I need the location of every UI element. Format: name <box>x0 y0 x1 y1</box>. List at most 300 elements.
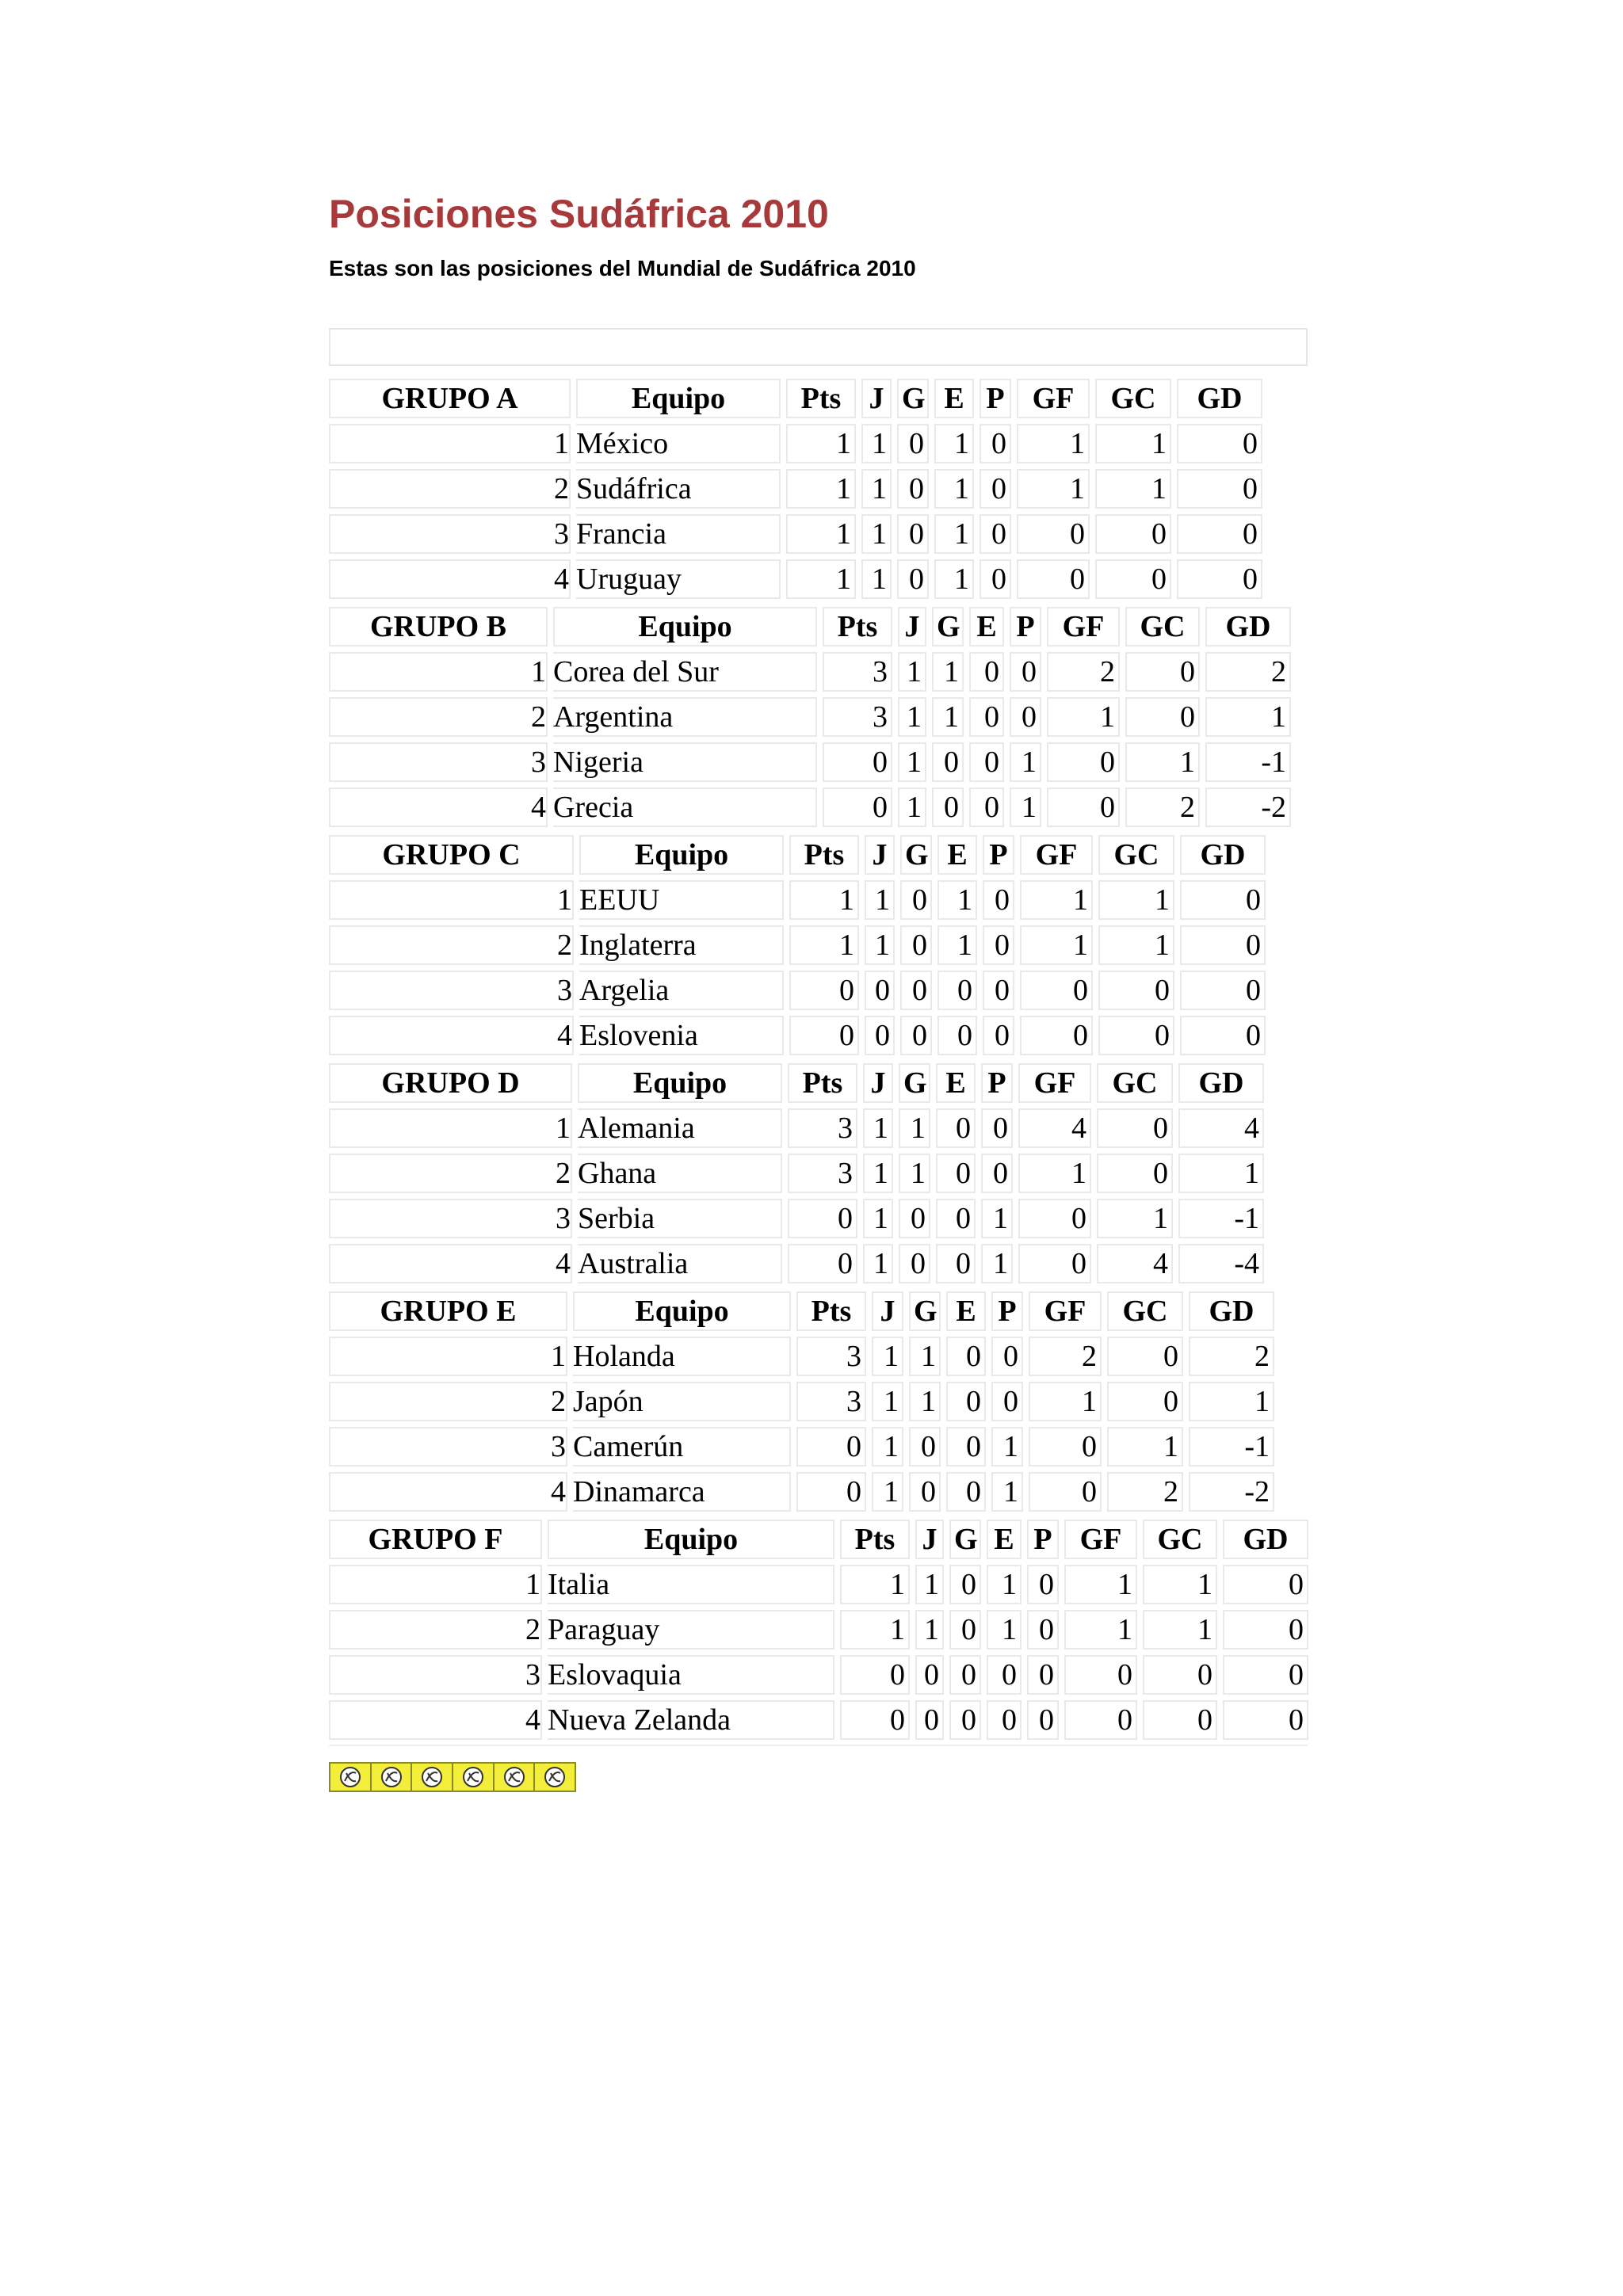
points-cell: 0 <box>796 1472 866 1512</box>
column-header: GF <box>1047 607 1120 646</box>
group-name: GRUPO B <box>329 607 548 646</box>
drawn-cell: 1 <box>934 424 974 463</box>
page-content <box>329 190 1308 1792</box>
drawn-cell: 0 <box>938 1016 977 1055</box>
points-cell: 0 <box>823 788 892 827</box>
position-rank: 3 <box>329 971 574 1010</box>
drawn-cell: 0 <box>969 788 1004 827</box>
column-header: Pts <box>789 835 859 875</box>
banner-tile <box>330 1764 372 1791</box>
goals-for-cell: 2 <box>1047 652 1120 692</box>
goals-for-cell: 0 <box>1029 1427 1102 1466</box>
goals-against-cell: 0 <box>1143 1700 1217 1740</box>
team-name: Eslovenia <box>579 1016 784 1055</box>
goal-difference-cell: 0 <box>1223 1655 1308 1695</box>
won-cell: 0 <box>932 788 964 827</box>
goals-against-cell: 1 <box>1125 742 1200 782</box>
played-cell: 1 <box>872 1382 903 1421</box>
drawn-cell: 0 <box>987 1655 1022 1695</box>
position-rank: 3 <box>329 1427 567 1466</box>
position-rank: 2 <box>329 697 548 737</box>
drawn-cell: 0 <box>969 697 1004 737</box>
group-table <box>329 379 1308 599</box>
column-header: GC <box>1097 1063 1173 1103</box>
page-title: Posiciones Sudáfrica 2010 <box>329 192 829 236</box>
goal-difference-cell: -2 <box>1189 1472 1274 1512</box>
position-rank: 2 <box>329 925 574 965</box>
goals-against-cell: 1 <box>1095 424 1171 463</box>
goals-for-cell: 2 <box>1029 1337 1102 1376</box>
goal-difference-cell: 0 <box>1180 1016 1266 1055</box>
goal-difference-cell: 0 <box>1223 1700 1308 1740</box>
goal-difference-cell: -2 <box>1205 788 1291 827</box>
group-table <box>329 607 1308 827</box>
drawn-cell: 1 <box>934 469 974 509</box>
drawn-cell: 0 <box>936 1154 976 1193</box>
goals-for-cell: 0 <box>1047 788 1120 827</box>
played-cell: 1 <box>865 925 895 965</box>
goals-for-cell: 0 <box>1064 1700 1137 1740</box>
played-cell: 1 <box>898 697 926 737</box>
column-header: GF <box>1020 835 1093 875</box>
column-header: GC <box>1125 607 1200 646</box>
lost-cell: 1 <box>991 1472 1023 1512</box>
goals-against-cell: 1 <box>1143 1610 1217 1650</box>
played-cell: 1 <box>863 1199 893 1238</box>
position-rank: 1 <box>329 880 574 920</box>
team-name: Alemania <box>578 1108 782 1148</box>
position-rank: 2 <box>329 1154 572 1193</box>
points-cell: 0 <box>789 971 859 1010</box>
played-cell: 1 <box>861 559 892 599</box>
column-header: Pts <box>823 607 892 646</box>
group-table <box>329 1291 1308 1512</box>
drawn-cell: 0 <box>969 652 1004 692</box>
lost-cell: 0 <box>983 925 1014 965</box>
goal-difference-cell: 1 <box>1178 1154 1264 1193</box>
goals-for-cell: 1 <box>1020 880 1093 920</box>
goal-difference-cell: 0 <box>1180 880 1266 920</box>
column-header: E <box>936 1063 976 1103</box>
points-cell: 3 <box>823 697 892 737</box>
goals-for-cell: 1 <box>1017 424 1090 463</box>
position-rank: 1 <box>329 1108 572 1148</box>
played-cell: 1 <box>863 1108 893 1148</box>
goals-against-cell: 0 <box>1143 1655 1217 1695</box>
goals-for-cell: 0 <box>1029 1472 1102 1512</box>
goals-for-cell: 1 <box>1047 697 1120 737</box>
drawn-cell: 0 <box>936 1244 976 1283</box>
points-cell: 3 <box>796 1382 866 1421</box>
column-header: G <box>949 1520 981 1559</box>
team-name: Nigeria <box>553 742 817 782</box>
goals-for-cell: 1 <box>1064 1610 1137 1650</box>
lost-cell: 0 <box>1027 1655 1059 1695</box>
team-name: Italia <box>548 1565 834 1604</box>
goal-difference-cell: 0 <box>1177 424 1262 463</box>
won-cell: 0 <box>899 1199 930 1238</box>
position-rank: 2 <box>329 469 571 509</box>
group-name: GRUPO C <box>329 835 574 875</box>
team-name: Sudáfrica <box>576 469 781 509</box>
goals-against-cell: 1 <box>1143 1565 1217 1604</box>
goals-against-cell: 2 <box>1125 788 1200 827</box>
lost-cell: 0 <box>983 1016 1014 1055</box>
column-header: GD <box>1180 835 1266 875</box>
played-cell: 1 <box>872 1472 903 1512</box>
goals-for-cell: 1 <box>1020 925 1093 965</box>
goals-against-cell: 0 <box>1097 1154 1173 1193</box>
goals-against-cell: 1 <box>1098 925 1174 965</box>
points-cell: 1 <box>789 880 859 920</box>
position-rank: 1 <box>329 652 548 692</box>
goals-for-cell: 0 <box>1017 514 1090 554</box>
team-name: Ghana <box>578 1154 782 1193</box>
goals-for-cell: 1 <box>1018 1154 1091 1193</box>
team-name: Japón <box>573 1382 791 1421</box>
won-cell: 1 <box>899 1154 930 1193</box>
goal-difference-cell: 0 <box>1177 559 1262 599</box>
column-header: P <box>980 379 1011 418</box>
goal-difference-cell: 1 <box>1205 697 1291 737</box>
goals-for-cell: 4 <box>1018 1108 1091 1148</box>
column-header: G <box>899 1063 930 1103</box>
column-header: P <box>1027 1520 1059 1559</box>
goal-difference-cell: 2 <box>1189 1337 1274 1376</box>
column-header: Equipo <box>573 1291 791 1331</box>
soccer-ball-icon <box>502 1765 526 1789</box>
lost-cell: 0 <box>1010 652 1041 692</box>
goal-difference-cell: 0 <box>1223 1610 1308 1650</box>
team-name: Australia <box>578 1244 782 1283</box>
column-header: J <box>872 1291 903 1331</box>
points-cell: 0 <box>823 742 892 782</box>
goals-against-cell: 0 <box>1107 1382 1183 1421</box>
won-cell: 0 <box>909 1472 941 1512</box>
team-name: EEUU <box>579 880 784 920</box>
goals-against-cell: 1 <box>1107 1427 1183 1466</box>
drawn-cell: 1 <box>987 1610 1022 1650</box>
column-header: G <box>909 1291 941 1331</box>
played-cell: 1 <box>863 1244 893 1283</box>
points-cell: 1 <box>789 925 859 965</box>
lost-cell: 1 <box>981 1244 1013 1283</box>
banner-tile <box>495 1764 536 1791</box>
team-name: Paraguay <box>548 1610 834 1650</box>
column-header: G <box>932 607 964 646</box>
position-rank: 3 <box>329 1655 542 1695</box>
lost-cell: 0 <box>980 514 1011 554</box>
drawn-cell: 0 <box>969 742 1004 782</box>
goals-against-cell: 0 <box>1125 652 1200 692</box>
won-cell: 1 <box>932 652 964 692</box>
goals-for-cell: 0 <box>1018 1199 1091 1238</box>
lost-cell: 0 <box>991 1382 1023 1421</box>
goal-difference-cell: 0 <box>1177 469 1262 509</box>
team-name: Nueva Zelanda <box>548 1700 834 1740</box>
position-rank: 4 <box>329 1700 542 1740</box>
team-name: México <box>576 424 781 463</box>
banner-tile <box>412 1764 453 1791</box>
won-cell: 0 <box>900 880 932 920</box>
banner-tile <box>535 1764 575 1791</box>
played-cell: 1 <box>872 1337 903 1376</box>
column-header: GC <box>1095 379 1171 418</box>
soccer-ball-icon <box>420 1765 444 1789</box>
played-cell: 0 <box>915 1700 944 1740</box>
column-header: GC <box>1143 1520 1217 1559</box>
drawn-cell: 1 <box>938 880 977 920</box>
goal-difference-cell: 2 <box>1205 652 1291 692</box>
drawn-cell: 1 <box>987 1565 1022 1604</box>
column-header: Pts <box>786 379 856 418</box>
lost-cell: 0 <box>981 1108 1013 1148</box>
team-name: Corea del Sur <box>553 652 817 692</box>
points-cell: 1 <box>786 514 856 554</box>
group-table <box>329 835 1308 1055</box>
won-cell: 0 <box>897 559 929 599</box>
goal-difference-cell: -1 <box>1189 1427 1274 1466</box>
position-rank: 1 <box>329 1565 542 1604</box>
won-cell: 0 <box>899 1244 930 1283</box>
won-cell: 0 <box>897 469 929 509</box>
goals-against-cell: 0 <box>1098 1016 1174 1055</box>
column-header: E <box>969 607 1004 646</box>
column-header: Pts <box>796 1291 866 1331</box>
position-rank: 1 <box>329 424 571 463</box>
team-name: Grecia <box>553 788 817 827</box>
column-header: P <box>1010 607 1041 646</box>
position-rank: 3 <box>329 1199 572 1238</box>
column-header: Equipo <box>576 379 781 418</box>
goals-for-cell: 0 <box>1047 742 1120 782</box>
drawn-cell: 1 <box>934 514 974 554</box>
won-cell: 1 <box>899 1108 930 1148</box>
drawn-cell: 0 <box>936 1108 976 1148</box>
column-header: G <box>897 379 929 418</box>
won-cell: 0 <box>949 1655 981 1695</box>
goals-for-cell: 1 <box>1064 1565 1137 1604</box>
column-header: GF <box>1029 1291 1102 1331</box>
position-rank: 3 <box>329 742 548 782</box>
goals-against-cell: 0 <box>1098 971 1174 1010</box>
lost-cell: 0 <box>983 971 1014 1010</box>
lost-cell: 0 <box>980 424 1011 463</box>
column-header: Equipo <box>548 1520 834 1559</box>
column-header: E <box>987 1520 1022 1559</box>
points-cell: 3 <box>796 1337 866 1376</box>
goal-difference-cell: -1 <box>1178 1199 1264 1238</box>
column-header: J <box>861 379 892 418</box>
played-cell: 1 <box>915 1565 944 1604</box>
drawn-cell: 1 <box>938 925 977 965</box>
goals-against-cell: 1 <box>1097 1199 1173 1238</box>
soccer-ball-icon <box>380 1765 403 1789</box>
column-header: GF <box>1017 379 1090 418</box>
group-name: GRUPO D <box>329 1063 572 1103</box>
column-header: GD <box>1177 379 1262 418</box>
team-name: Eslovaquia <box>548 1655 834 1695</box>
column-header: P <box>983 835 1014 875</box>
played-cell: 1 <box>915 1610 944 1650</box>
goal-difference-cell: 0 <box>1223 1565 1308 1604</box>
won-cell: 1 <box>932 697 964 737</box>
column-header: J <box>898 607 926 646</box>
column-header: Equipo <box>578 1063 782 1103</box>
column-header: GD <box>1189 1291 1274 1331</box>
banner-tile <box>372 1764 413 1791</box>
goals-against-cell: 1 <box>1095 469 1171 509</box>
ball-banner <box>329 1762 576 1792</box>
lost-cell: 0 <box>980 559 1011 599</box>
goal-difference-cell: 0 <box>1180 971 1266 1010</box>
goal-difference-cell: -1 <box>1205 742 1291 782</box>
points-cell: 3 <box>788 1108 857 1148</box>
standings-tables <box>329 379 1308 1740</box>
column-header: E <box>938 835 977 875</box>
goals-for-cell: 1 <box>1017 469 1090 509</box>
won-cell: 0 <box>900 925 932 965</box>
team-name: Camerún <box>573 1427 791 1466</box>
played-cell: 1 <box>898 652 926 692</box>
goals-against-cell: 0 <box>1097 1108 1173 1148</box>
played-cell: 0 <box>915 1655 944 1695</box>
column-header: GD <box>1178 1063 1264 1103</box>
points-cell: 1 <box>786 424 856 463</box>
team-name: Dinamarca <box>573 1472 791 1512</box>
goals-for-cell: 0 <box>1020 1016 1093 1055</box>
won-cell: 0 <box>897 424 929 463</box>
goal-difference-cell: 4 <box>1178 1108 1264 1148</box>
won-cell: 0 <box>949 1565 981 1604</box>
drawn-cell: 0 <box>987 1700 1022 1740</box>
column-header: P <box>991 1291 1023 1331</box>
column-header: GC <box>1098 835 1174 875</box>
group-name: GRUPO A <box>329 379 571 418</box>
lost-cell: 1 <box>991 1427 1023 1466</box>
team-name: Inglaterra <box>579 925 784 965</box>
soccer-ball-icon <box>461 1765 485 1789</box>
soccer-ball-icon <box>338 1765 362 1789</box>
points-cell: 0 <box>796 1427 866 1466</box>
goals-for-cell: 1 <box>1029 1382 1102 1421</box>
column-header: Equipo <box>553 607 817 646</box>
column-header: P <box>981 1063 1013 1103</box>
played-cell: 1 <box>861 514 892 554</box>
lost-cell: 0 <box>980 469 1011 509</box>
drawn-cell: 0 <box>946 1472 986 1512</box>
team-name: Serbia <box>578 1199 782 1238</box>
goals-against-cell: 4 <box>1097 1244 1173 1283</box>
position-rank: 1 <box>329 1337 567 1376</box>
won-cell: 0 <box>949 1700 981 1740</box>
soccer-ball-icon <box>543 1765 567 1789</box>
table-bottom-border <box>329 1745 1308 1751</box>
column-header: J <box>865 835 895 875</box>
goal-difference-cell: 0 <box>1180 925 1266 965</box>
lost-cell: 0 <box>981 1154 1013 1193</box>
goals-for-cell: 0 <box>1018 1244 1091 1283</box>
column-header: GD <box>1205 607 1291 646</box>
position-rank: 4 <box>329 788 548 827</box>
lost-cell: 1 <box>1010 788 1041 827</box>
goals-for-cell: 0 <box>1017 559 1090 599</box>
lost-cell: 1 <box>981 1199 1013 1238</box>
played-cell: 1 <box>872 1427 903 1466</box>
points-cell: 0 <box>789 1016 859 1055</box>
points-cell: 0 <box>788 1244 857 1283</box>
points-cell: 0 <box>788 1199 857 1238</box>
group-name: GRUPO F <box>329 1520 542 1559</box>
lost-cell: 0 <box>983 880 1014 920</box>
position-rank: 4 <box>329 1244 572 1283</box>
drawn-cell: 0 <box>946 1337 986 1376</box>
goals-against-cell: 0 <box>1125 697 1200 737</box>
column-header: Equipo <box>579 835 784 875</box>
played-cell: 1 <box>861 424 892 463</box>
goals-for-cell: 0 <box>1020 971 1093 1010</box>
team-name: Holanda <box>573 1337 791 1376</box>
lost-cell: 0 <box>991 1337 1023 1376</box>
position-rank: 4 <box>329 1472 567 1512</box>
lost-cell: 1 <box>1010 742 1041 782</box>
goals-against-cell: 2 <box>1107 1472 1183 1512</box>
won-cell: 1 <box>909 1337 941 1376</box>
points-cell: 3 <box>788 1154 857 1193</box>
column-header: GD <box>1223 1520 1308 1559</box>
column-header: J <box>915 1520 944 1559</box>
team-name: Francia <box>576 514 781 554</box>
won-cell: 0 <box>949 1610 981 1650</box>
drawn-cell: 0 <box>938 971 977 1010</box>
played-cell: 0 <box>865 971 895 1010</box>
goal-difference-cell: 1 <box>1189 1382 1274 1421</box>
goals-against-cell: 0 <box>1107 1337 1183 1376</box>
column-header: GC <box>1107 1291 1183 1331</box>
position-rank: 3 <box>329 514 571 554</box>
page-subtitle: Estas son las posiciones del Mundial de Sudáfrica 2010 <box>329 256 916 280</box>
goals-against-cell: 0 <box>1095 514 1171 554</box>
points-cell: 1 <box>840 1610 910 1650</box>
lost-cell: 0 <box>1027 1565 1059 1604</box>
played-cell: 1 <box>898 742 926 782</box>
played-cell: 1 <box>898 788 926 827</box>
won-cell: 0 <box>909 1427 941 1466</box>
team-name: Argelia <box>579 971 784 1010</box>
position-rank: 4 <box>329 1016 574 1055</box>
position-rank: 2 <box>329 1382 567 1421</box>
lost-cell: 0 <box>1010 697 1041 737</box>
column-header: GF <box>1018 1063 1091 1103</box>
column-header: J <box>863 1063 893 1103</box>
column-header: E <box>934 379 974 418</box>
points-cell: 1 <box>786 469 856 509</box>
points-cell: 0 <box>840 1700 910 1740</box>
won-cell: 0 <box>932 742 964 782</box>
group-name: GRUPO E <box>329 1291 567 1331</box>
won-cell: 0 <box>900 971 932 1010</box>
lost-cell: 0 <box>1027 1610 1059 1650</box>
drawn-cell: 1 <box>934 559 974 599</box>
column-header: G <box>900 835 932 875</box>
points-cell: 3 <box>823 652 892 692</box>
won-cell: 1 <box>909 1382 941 1421</box>
points-cell: 0 <box>840 1655 910 1695</box>
column-header: GF <box>1064 1520 1137 1559</box>
group-table <box>329 1063 1308 1283</box>
won-cell: 0 <box>897 514 929 554</box>
played-cell: 1 <box>865 880 895 920</box>
